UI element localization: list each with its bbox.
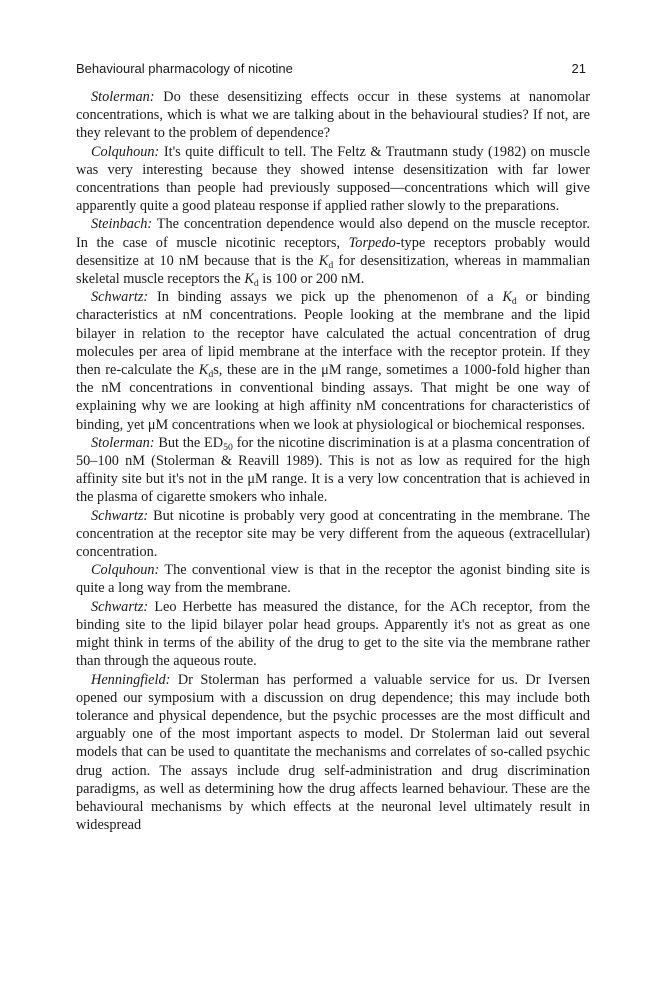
- paragraph-text: But the ED: [158, 434, 224, 451]
- paragraph-henningfield-1: [76, 671, 590, 835]
- paragraph-schwartz-3: [76, 598, 590, 671]
- paragraph-text: s, these are in the μM range, sometimes a 1000-fold higher than the nM concentrations in conventional binding assays. That might be one way of explaining why we are looking at high affinity nM concentrations for characteristics of binding, yet μM concentrations when we look at physiological or biochemical responses.: [76, 362, 590, 433]
- paragraph-text: Dr Stolerman has performed a valuable service for us. Dr Iversen opened our symposium with a discussion on drug dependence; this may include both tolerance and physical dependence, but the psychic processes are the most difficult and arguably one of the most important aspects to model. Dr Stolerman laid out several models that can be used to quantitate the mechanisms and correlates of so-called psychic drug action. The assays include drug self-administration and drug discrimination paradigms, as well as determining how the drug affects learned behaviour. These are the behavioural mechanisms by which effects at the neuronal level ultimately result in widespread: [76, 671, 591, 834]
- paragraph-text: The concentration dependence would also depend on the muscle receptor. In the case of muscle nicotinic receptors,: [76, 216, 590, 251]
- paragraph-colquhoun-2: [76, 561, 590, 597]
- speaker-name: Stolerman:: [91, 89, 155, 105]
- speaker-name: Colquhoun:: [91, 143, 160, 160]
- discussion-text: [76, 88, 590, 834]
- running-header: [76, 61, 586, 76]
- paragraph-text: In binding assays we pick up the phenomenon of a: [157, 289, 503, 306]
- paragraph-text: Leo Herbette has measured the distance, for the ACh receptor, from the binding site to the lipid bilayer polar head groups. Apparently it's not as great as one might think in terms of the ability of the drug to get to the site via the membrane rather than through the aqueous route.: [76, 598, 591, 670]
- speaker-name: Schwartz:: [91, 598, 149, 615]
- paragraph-stolerman-1: [76, 88, 590, 143]
- kd-subscript: d: [328, 259, 334, 271]
- paragraph-colquhoun-1: [76, 143, 590, 216]
- paragraph-text: -type receptors probably would desensitize at 10 nM because that is the: [76, 234, 590, 269]
- page-number: 21: [571, 61, 586, 76]
- speaker-name: Stolerman:: [91, 434, 155, 451]
- kd-symbol: K: [198, 362, 209, 379]
- paragraph-text: The conventional view is that in the receptor the agonist binding site is quite a long way from the membrane.: [76, 562, 590, 597]
- kd-symbol: K: [502, 289, 512, 306]
- paragraph-schwartz-1: [76, 288, 590, 434]
- speaker-name: Schwartz:: [91, 289, 149, 306]
- ed50-subscript: 50: [223, 441, 233, 453]
- italic-term-torpedo: Torpedo: [348, 234, 396, 251]
- kd-subscript: d: [511, 296, 517, 308]
- speaker-name: Schwartz:: [91, 507, 149, 524]
- kd-subscript: d: [253, 277, 259, 289]
- paragraph-schwartz-2: [76, 507, 590, 562]
- paragraph-text: for the nicotine discrimination is at a plasma concentration of 50–100 nM (Stolerman & Reavill 1989). This is not as low as required for the high affinity site but it's not in the μM range. It is a very low concentration that is achieved in the plasma of cigarette smokers who inhale.: [76, 434, 590, 506]
- speaker-name: Colquhoun:: [91, 562, 160, 579]
- paragraph-text: Do these desensitizing effects occur in these systems at nanomolar concentrations, which is what we are talking about in the behavioural studies? If not, are they relevant to the problem of dependence?: [76, 89, 590, 142]
- speaker-name: Henningfield:: [91, 671, 171, 688]
- paragraph-text: It's quite difficult to tell. The Feltz & Trautmann study (1982) on muscle was very interesting because they showed intense desensitization with far lower concentrations than people had previously supposed—concentrations which will give apparently quite a good plateau response if applied rather slowly to the preparations.: [76, 143, 590, 215]
- paragraph-text: But nicotine is probably very good at concentrating in the membrane. The concentration at the receptor site may be very different from the aqueous (extracellular) concentration.: [76, 507, 591, 561]
- running-title: Behavioural pharmacology of nicotine: [76, 61, 293, 76]
- kd-symbol: K: [244, 271, 254, 288]
- kd-symbol: K: [318, 252, 329, 269]
- paragraph-steinbach-1: [76, 215, 590, 288]
- kd-subscript: d: [208, 368, 214, 380]
- paragraph-text: for desensitization, whereas in mammalian skeletal muscle receptors the: [76, 252, 590, 288]
- paragraph-text: is 100 or 200 nM.: [258, 271, 365, 288]
- paragraph-stolerman-2: [76, 434, 590, 507]
- speaker-name: Steinbach:: [91, 216, 153, 233]
- paragraph-text: or binding characteristics at nM concentrations. People looking at the membrane and the lipid bilayer in relation to the receptor have calculated the actual concentration of drug molecules per area of lipid membrane at the interface with the receptor protein. If they then re-calculate the: [76, 289, 590, 379]
